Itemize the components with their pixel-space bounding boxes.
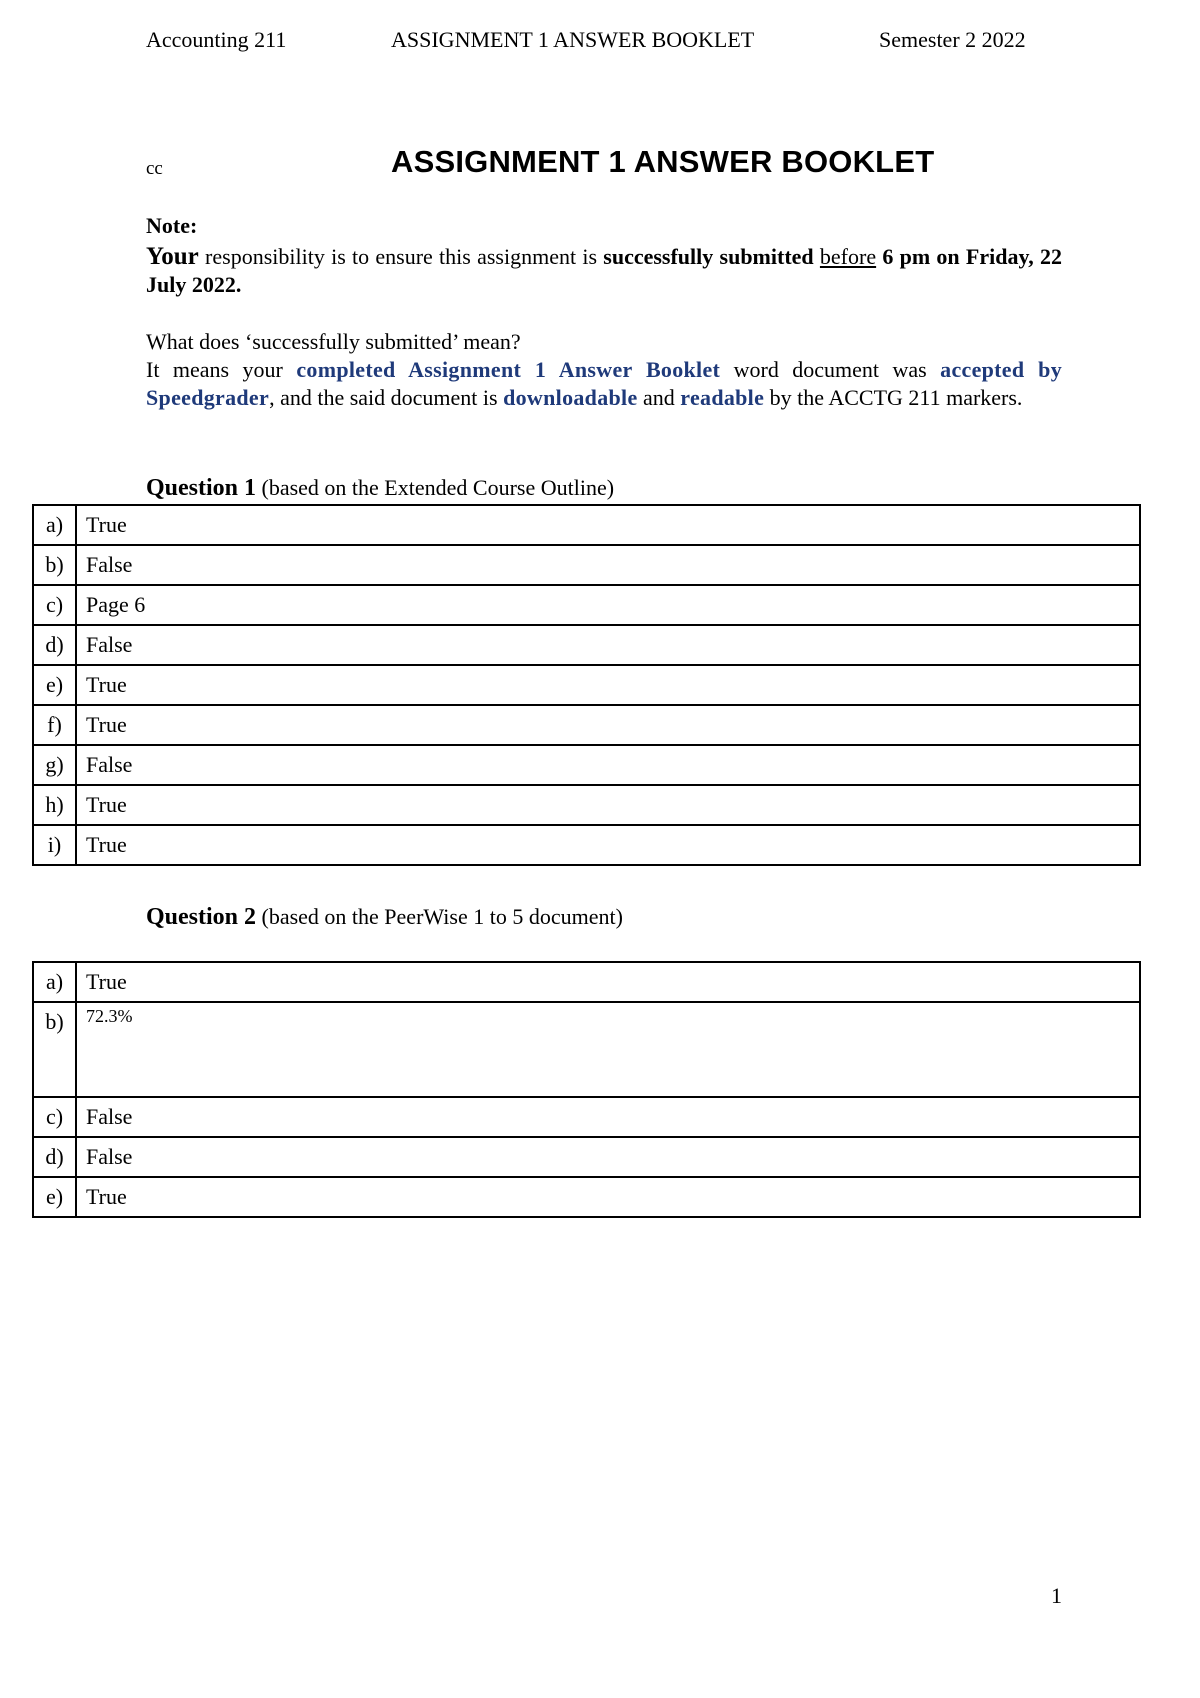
table-row [33, 625, 1140, 665]
question2-subtitle: (based on the PeerWise 1 to 5 document) [256, 904, 623, 929]
table-row [33, 665, 1140, 705]
meaning-text: by the ACCTG 211 markers. [764, 385, 1023, 410]
meaning-question: What does ‘successfully submitted’ mean? [146, 329, 521, 354]
row-answer: Page 6 [76, 585, 1140, 625]
table-row [33, 705, 1140, 745]
table-row [33, 1002, 1140, 1097]
question2-answer-table [32, 961, 1141, 1218]
header-semester: Semester 2 2022 [879, 27, 1026, 52]
row-label: h) [33, 785, 76, 825]
meaning-highlight: accepted by Speedgrader [146, 357, 1062, 410]
note-paragraph [146, 243, 1062, 299]
meaning-paragraph [146, 356, 1062, 412]
table-row [33, 1137, 1140, 1177]
page-number: 1 [1051, 1583, 1062, 1608]
row-label: g) [33, 745, 76, 785]
meaning-highlight: downloadable [503, 385, 638, 410]
row-answer: False [76, 1097, 1140, 1137]
header-doc-title: ASSIGNMENT 1 ANSWER BOOKLET [391, 27, 755, 52]
table-row [33, 962, 1140, 1002]
row-label: b) [33, 545, 76, 585]
row-answer: False [76, 1137, 1140, 1177]
cc-mark: cc [146, 158, 163, 179]
row-answer: True [76, 1177, 1140, 1217]
note-label: Note: [146, 213, 198, 238]
meaning-text: and [637, 385, 681, 410]
row-label: f) [33, 705, 76, 745]
table-row [33, 505, 1140, 545]
row-label: d) [33, 1137, 76, 1177]
header-course: Accounting 211 [146, 27, 287, 52]
row-label: i) [33, 825, 76, 865]
row-answer: True [76, 705, 1140, 745]
row-answer: False [76, 545, 1140, 585]
table-row [33, 785, 1140, 825]
note-emphasis: successfully submitted [603, 244, 814, 269]
table-row [33, 585, 1140, 625]
table-row [33, 1177, 1140, 1217]
note-text: responsibility is to ensure this assignment is [198, 244, 604, 269]
row-answer: False [76, 745, 1140, 785]
row-label: c) [33, 585, 76, 625]
row-label: e) [33, 1177, 76, 1217]
row-label: e) [33, 665, 76, 705]
question1-heading [146, 475, 614, 502]
note-lead: Your [146, 243, 199, 270]
question1-subtitle: (based on the Extended Course Outline) [256, 475, 615, 500]
question1-answer-table [32, 504, 1141, 866]
row-answer: True [76, 505, 1140, 545]
row-answer: 72.3% [76, 1002, 1140, 1097]
row-answer: True [76, 665, 1140, 705]
table-row [33, 545, 1140, 585]
row-answer: True [76, 825, 1140, 865]
question2-heading [146, 904, 623, 931]
meaning-highlight: completed Assignment 1 Answer Booklet [296, 357, 721, 382]
meaning-highlight: readable [680, 385, 765, 410]
table-row [33, 1097, 1140, 1137]
question1-title: Question 1 [146, 475, 257, 501]
note-underline: before [819, 244, 877, 269]
row-label: c) [33, 1097, 76, 1137]
row-answer: True [76, 962, 1140, 1002]
page-title: ASSIGNMENT 1 ANSWER BOOKLET [391, 144, 935, 179]
question2-title: Question 2 [146, 904, 257, 930]
row-label: a) [33, 962, 76, 1002]
meaning-text: , and the said document is [269, 385, 504, 410]
row-label: a) [33, 505, 76, 545]
row-answer: True [76, 785, 1140, 825]
row-label: b) [33, 1002, 76, 1097]
note-deadline: 6 pm on Friday, 22 July 2022. [146, 244, 1063, 297]
table-row [33, 825, 1140, 865]
meaning-text: It means your [146, 357, 297, 382]
meaning-text: word document was [720, 357, 941, 382]
row-answer: False [76, 625, 1140, 665]
row-label: d) [33, 625, 76, 665]
table-row [33, 745, 1140, 785]
